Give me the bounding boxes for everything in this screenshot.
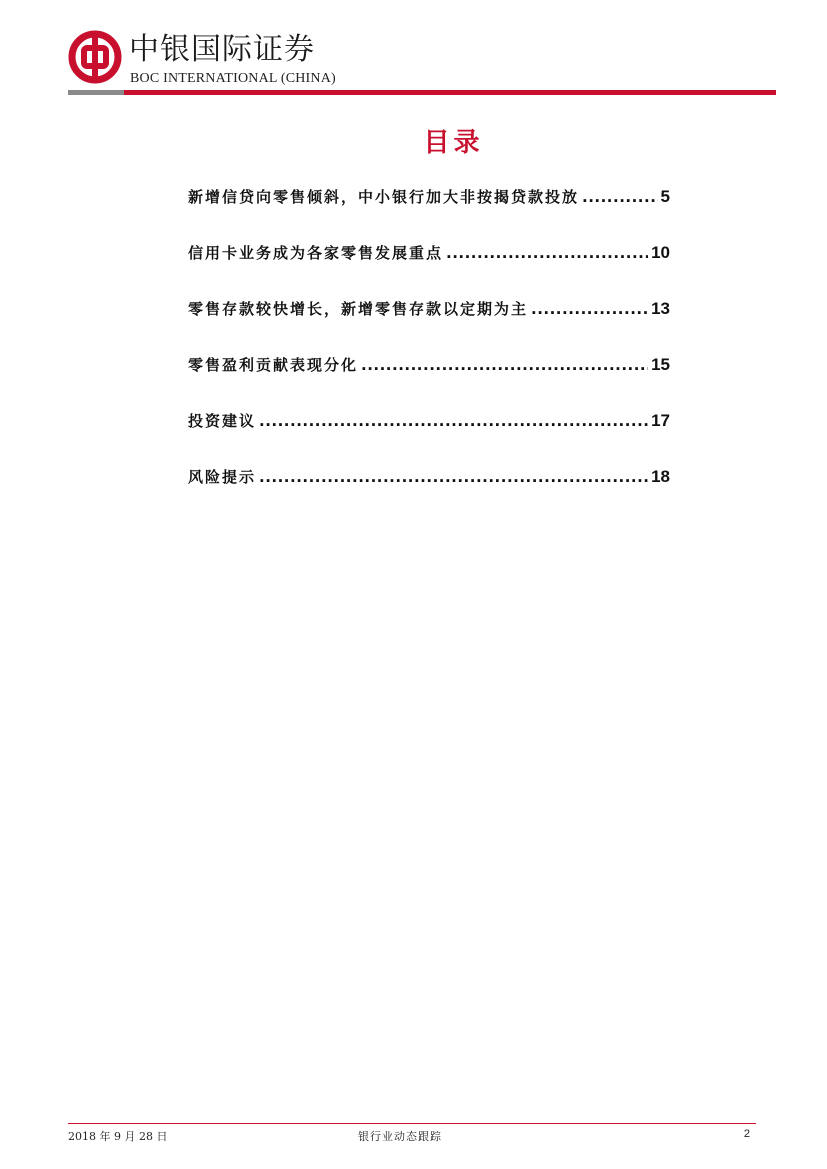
toc-title: 目录 xyxy=(423,128,484,158)
toc-entry-page: 5 xyxy=(660,187,670,206)
toc-entry-label: 信用卡业务成为各家零售发展重点 xyxy=(188,244,444,262)
footer-rule xyxy=(68,1123,756,1124)
toc-entry[interactable] xyxy=(188,354,670,410)
toc-entry-page: 17 xyxy=(651,411,670,430)
footer-date: 2018 年 9 月 28 日 xyxy=(68,1130,168,1143)
boc-logo-icon xyxy=(68,30,122,84)
toc-entry[interactable] xyxy=(188,410,670,466)
header-rule-red xyxy=(124,90,776,95)
toc-entry[interactable] xyxy=(188,242,670,298)
footer-page-number: 2 xyxy=(743,1128,750,1140)
toc-entry-page: 15 xyxy=(651,355,670,374)
toc-entry[interactable] xyxy=(188,186,670,242)
toc-entry-page: 10 xyxy=(651,243,670,262)
toc-entry-label: 投资建议 xyxy=(188,412,257,430)
brand-name-english: BOC INTERNATIONAL (CHINA) xyxy=(130,71,336,86)
header-rule-gray xyxy=(68,90,124,95)
toc-entry-page: 13 xyxy=(651,299,670,318)
toc-entry-label: 零售存款较快增长，新增零售存款以定期为主 xyxy=(188,300,529,318)
toc-entry[interactable] xyxy=(188,466,670,522)
brand-name-chinese: 中银国际证券 xyxy=(129,32,315,67)
toc-dot-leader xyxy=(531,300,648,318)
toc-dot-leader xyxy=(259,412,648,430)
toc-entry[interactable] xyxy=(188,298,670,354)
footer-report-name: 银行业动态跟踪 xyxy=(358,1130,442,1143)
toc-entry-label: 风险提示 xyxy=(188,468,257,486)
toc-entry-label: 新增信贷向零售倾斜，中小银行加大非按揭贷款投放 xyxy=(188,188,580,206)
toc-dot-leader xyxy=(582,188,658,206)
toc-dot-leader xyxy=(259,468,648,486)
toc-entry-label: 零售盈利贡献表现分化 xyxy=(188,356,359,374)
table-of-contents xyxy=(188,186,670,522)
page-footer xyxy=(68,1128,756,1146)
page-header xyxy=(68,30,776,98)
toc-entry-page: 18 xyxy=(651,467,670,486)
toc-dot-leader xyxy=(446,244,648,262)
toc-dot-leader xyxy=(361,356,648,374)
